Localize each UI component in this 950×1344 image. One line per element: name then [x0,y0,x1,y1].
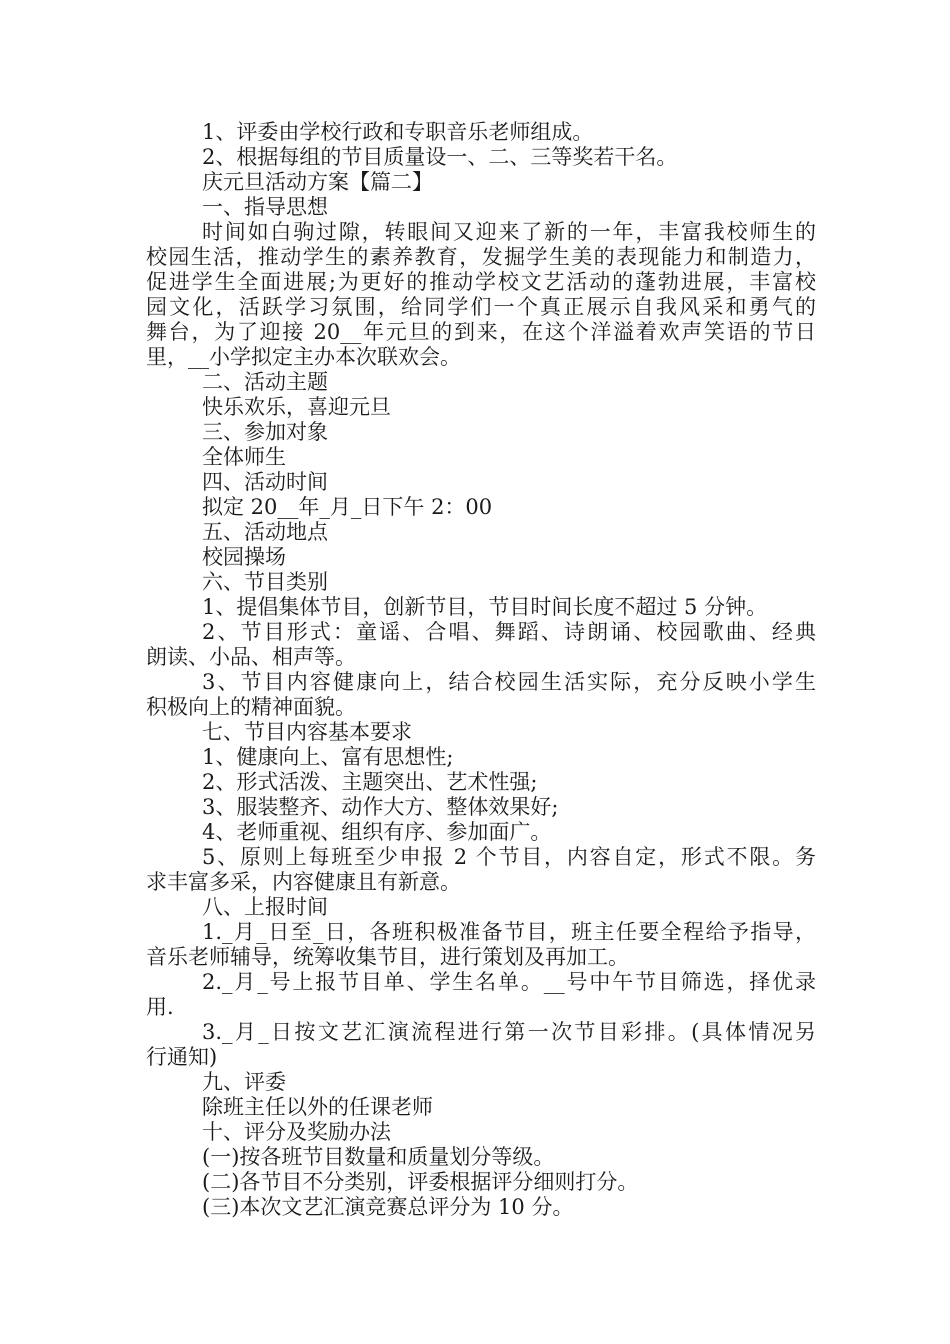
section-heading: 七、节目内容基本要求 [202,720,412,744]
paragraph-line: 校园生活，推动学生的素养教育，发掘学生美的表现能力和制造力， [146,245,816,269]
section-heading: 十、评分及奖励办法 [202,1120,391,1144]
list-item-continuation: 用. [146,995,174,1019]
list-item: 1._月_日至_日，各班积极准备节目，班主任要全程给予指导， [202,920,816,944]
list-item: (一)按各班节目数量和质量划分等级。 [202,1145,555,1169]
paragraph-line: 校园操场 [202,545,286,569]
paragraph-line: 除班主任以外的任课老师 [202,1095,433,1119]
list-item: 2、节目形式：童谣、合唱、舞蹈、诗朗诵、校园歌曲、经典 [202,620,816,644]
list-item: 3、节目内容健康向上，结合校园生活实际，充分反映小学生 [202,670,816,694]
list-item: (三)本次文艺汇演竞赛总评分为 10 分。 [202,1195,574,1219]
section-heading: 六、节目类别 [202,570,328,594]
list-item: 5、原则上每班至少申报 2 个节目，内容自定，形式不限。务 [202,845,816,869]
list-item-continuation: 朗读、小品、相声等。 [146,645,356,669]
paragraph-line: 拟定 20__年_月_日下午 2：00 [202,495,493,519]
paragraph-line: 舞台，为了迎接 20__年元旦的到来，在这个洋溢着欢声笑语的节日 [146,320,816,344]
paragraph-line: 快乐欢乐，喜迎元旦 [202,395,391,419]
list-item-continuation: 积极向上的精神面貌。 [146,695,356,719]
list-item: 3._月_日按文艺汇演流程进行第一次节目彩排。(具体情况另 [202,1020,816,1044]
list-item: 2._月_号上报节目单、学生名单。__号中午节目筛选，择优录 [202,970,816,994]
paragraph-line: 时间如白驹过隙，转眼间又迎来了新的一年，丰富我校师生的 [202,220,816,244]
section-heading: 庆元旦活动方案【篇二】 [202,170,433,194]
section-heading: 四、活动时间 [202,470,328,494]
list-item-continuation: 行通知) [146,1045,218,1069]
list-item-continuation: 求丰富多采，内容健康且有新意。 [146,870,461,894]
paragraph-line: 里，__小学拟定主办本次联欢会。 [146,345,461,369]
paragraph-line: 2、根据每组的节目质量设一、二、三等奖若干名。 [202,145,678,169]
list-item: 1、提倡集体节目，创新节目，节目时间长度不超过 5 分钟。 [202,595,768,619]
paragraph-line: 促进学生全面进展;为更好的推动学校文艺活动的蓬勃进展，丰富校 [146,270,816,294]
section-heading: 九、评委 [202,1070,286,1094]
document-body [146,120,816,1220]
list-item: 3、服装整齐、动作大方、整体效果好; [202,795,559,819]
section-heading: 二、活动主题 [202,370,328,394]
section-heading: 一、指导思想 [202,195,328,219]
section-heading: 八、上报时间 [202,895,328,919]
list-item: (二)各节目不分类别，评委根据评分细则打分。 [202,1170,639,1194]
list-item: 1、健康向上、富有思想性; [202,745,454,769]
paragraph-line: 全体师生 [202,445,286,469]
list-item-continuation: 音乐老师辅导，统筹收集节目，进行策划及再加工。 [146,945,629,969]
section-heading: 三、参加对象 [202,420,328,444]
section-heading: 五、活动地点 [202,520,328,544]
paragraph-line: 1、评委由学校行政和专职音乐老师组成。 [202,120,594,144]
list-item: 2、形式活泼、主题突出、艺术性强; [202,770,538,794]
paragraph-line: 园文化，活跃学习氛围，给同学们一个真正展示自我风采和勇气的 [146,295,816,319]
list-item: 4、老师重视、组织有序、参加面广。 [202,820,552,844]
